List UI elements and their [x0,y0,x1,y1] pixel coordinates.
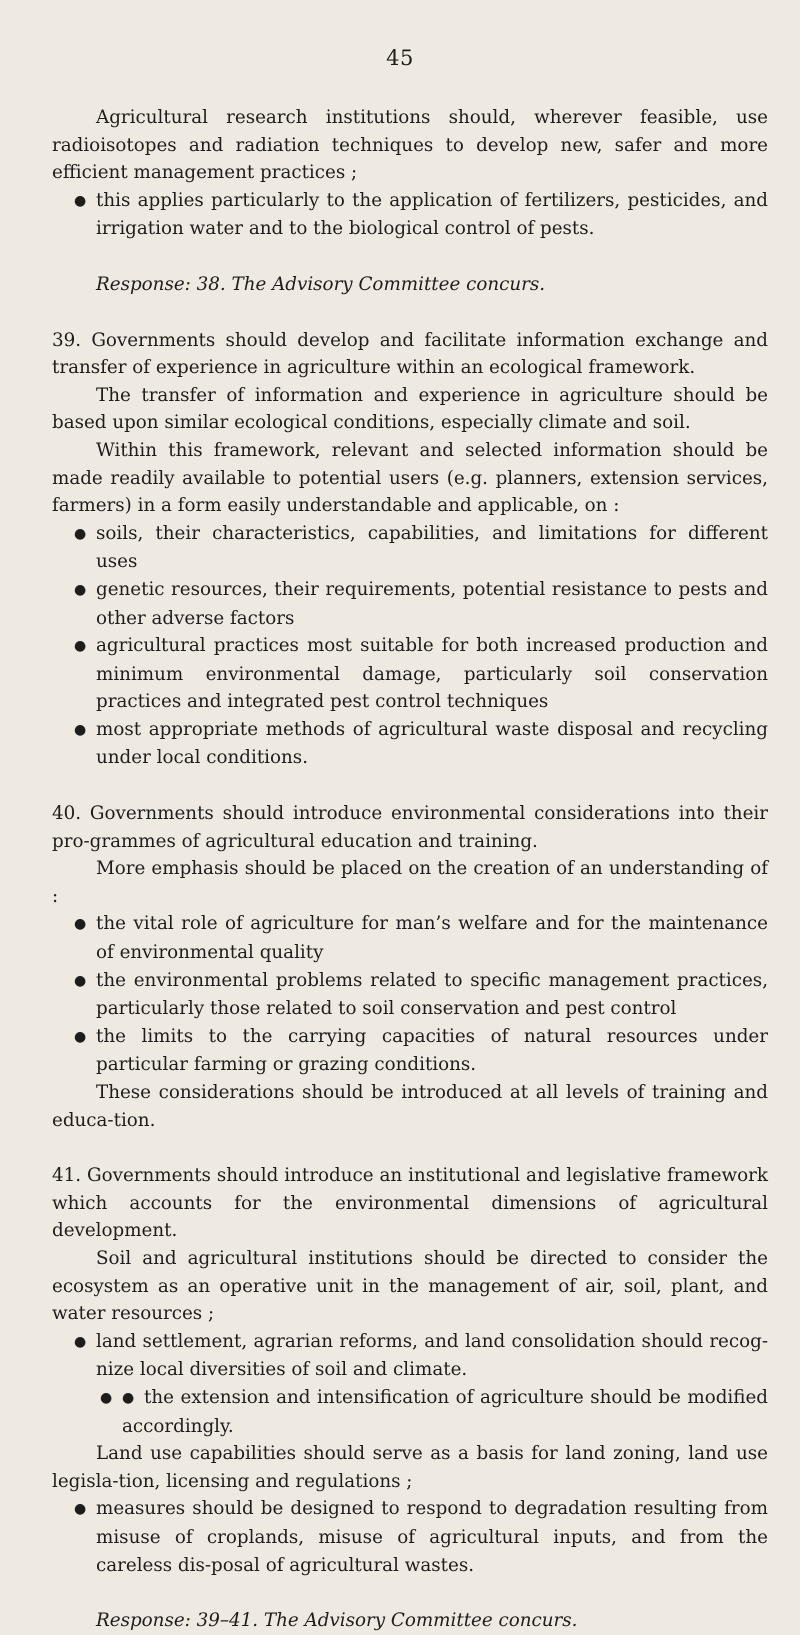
paragraph: These considerations should be introduced at all levels of training and educa-tion. [52,1082,768,1131]
bullet-icon: ● [122,1389,135,1406]
paragraph: Soil and agricultural institutions should be directed to consider the ecosystem as an operative unit in the management of air, soil, plant, and water resources ; [52,1247,768,1325]
bullet-icon: ● [74,972,87,989]
bullet-icon: ● [74,525,87,542]
bullet-item: ● soils, their characteristics, capabilities, and limitations for different uses [74,522,768,573]
bullet-item: ● most appropriate methods of agricultural waste disposal and recycling under local conditions. [74,718,768,769]
bullet-item: ● genetic resources, their requirements, potential resistance to pests and other adverse factors [74,578,768,629]
bullet-icon: ● [100,1389,113,1406]
bullet-item: ● agricultural practices most suitable for both increased production and minimum environmental damage, particularly soil conservation practices and integrated pest control techniques [74,635,768,713]
section-heading: 40. Governments should introduce environmental considerations into their pro-grammes of agricultural education and training. [52,803,768,852]
bullet-icon: ● [74,192,87,209]
bullet-icon: ● [74,721,87,738]
paragraph: The transfer of information and experience in agriculture should be based upon similar ecological conditions, especially climate and soil. [52,384,768,434]
paragraph: Agricultural research institutions should, wherever feasible, use radioisotopes and radiation techniques to develop new, safer and more efficient management practices ; [52,107,768,184]
bullet-item: ● ● the extension and intensification of agriculture should be modified accordingly. [100,1386,768,1437]
paragraph: Land use capabilities should serve as a basis for land zoning, land use legisla-tion, licensing and regulations ; [52,1443,768,1492]
bullet-item: ● the environmental problems related to specific management practices, particularly those related to soil conservation and pest control [74,969,768,1020]
bullet-item: ● land settlement, agrarian reforms, and land consolidation should recog-nize local diversities of soil and climate. [74,1330,768,1381]
paragraph: More emphasis should be placed on the creation of an understanding of : [52,858,768,907]
page-number: 45 [386,46,414,70]
bullet-icon: ● [74,1501,87,1518]
bullet-icon: ● [74,1028,87,1045]
response: Response: 39–41. The Advisory Committee concurs. [96,1610,578,1632]
bullet-icon: ● [74,638,87,655]
bullet-item: ● the limits to the carrying capacities of natural resources under particular farming or grazing conditions. [74,1025,768,1076]
bullet-icon: ● [74,581,87,598]
bullet-item: ● this applies particularly to the application of fertilizers, pesticides, and irrigation water and to the biological control of pests. [74,189,768,240]
response: Response: 38. The Advisory Committee concurs. [96,273,546,295]
page-content [52,104,768,1635]
section-heading: 41. Governments should introduce an institutional and legislative framework which accounts for the environmental dimensions of agricultural development. [52,1165,768,1242]
section-heading: 39. Governments should develop and facilitate information exchange and transfer of experience in agriculture within an ecological framework. [52,329,768,379]
bullet-icon: ● [74,1333,87,1350]
bullet-icon: ● [74,916,87,933]
bullet-item: ● the vital role of agriculture for man’s welfare and for the maintenance of environmental quality [74,913,768,964]
bullet-item: ● measures should be designed to respond to degradation resulting from misuse of croplands, misuse of agricultural inputs, and from the careless dis-posal of agricultural wastes. [74,1498,768,1576]
paragraph: Within this framework, relevant and selected information should be made readily available to potential users (e.g. planners, extension services, farmers) in a form easily understandable and applicable, on : [52,439,768,517]
